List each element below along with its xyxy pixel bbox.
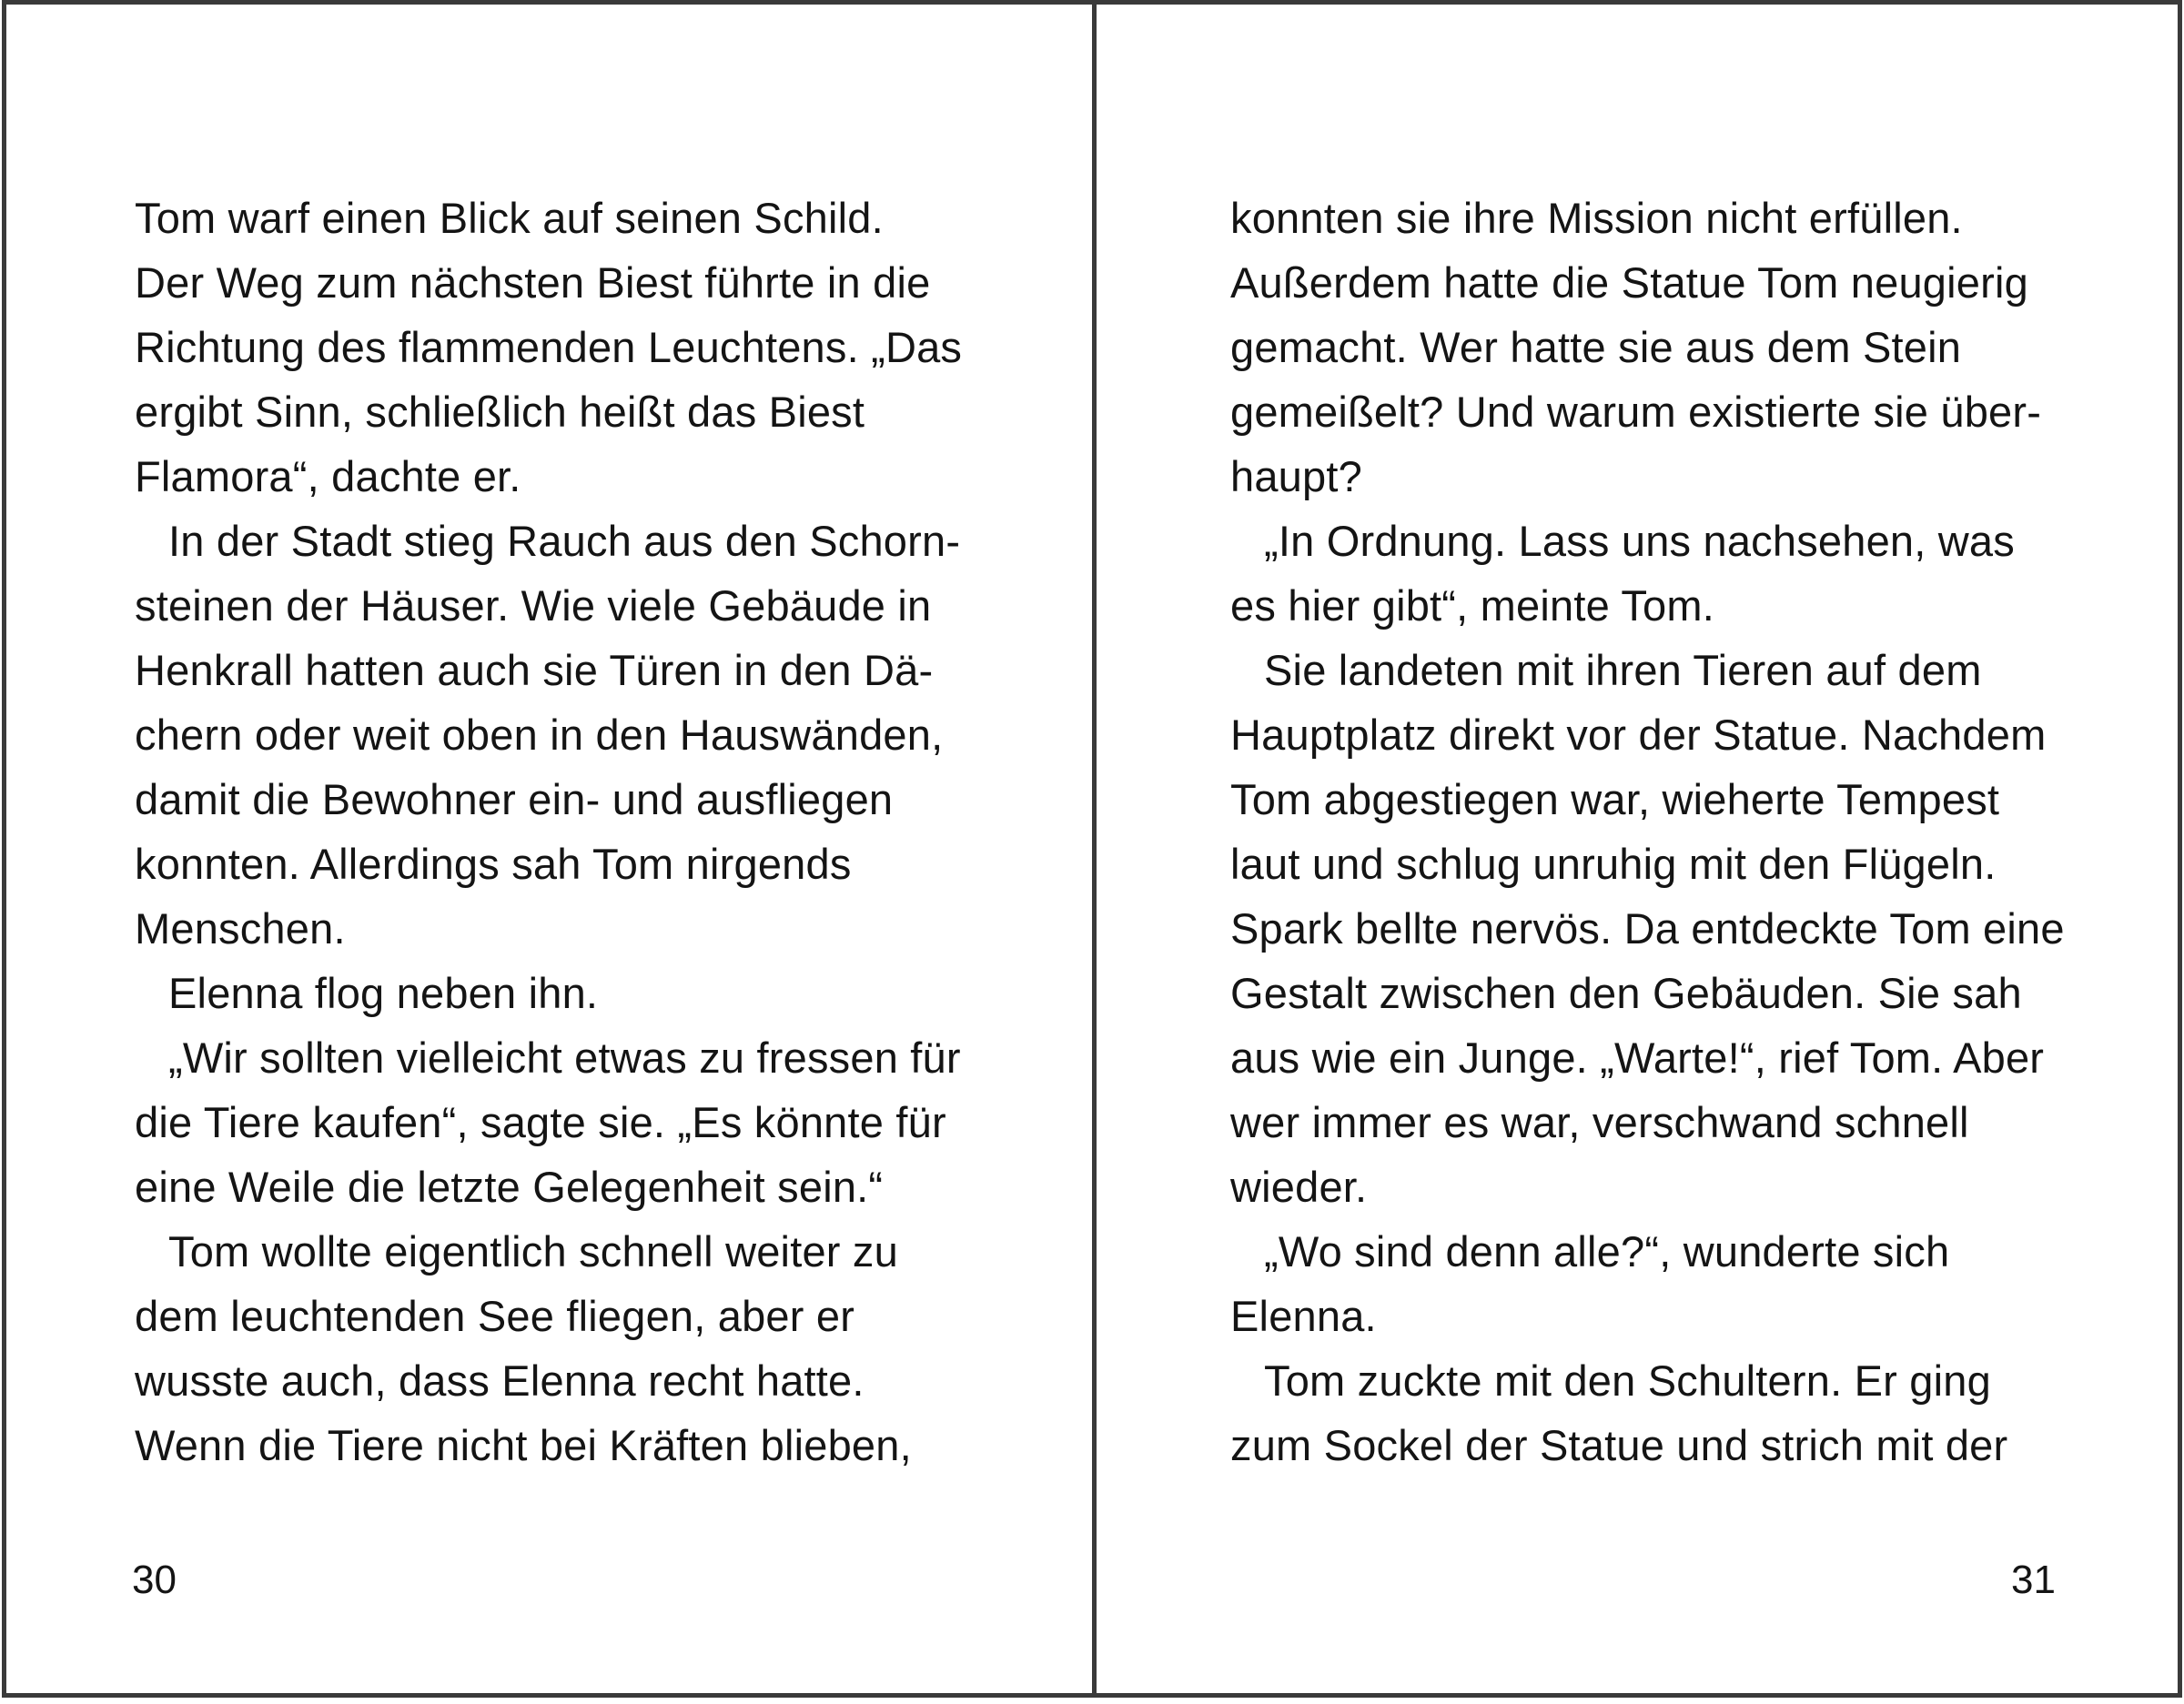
- left-page-number: 30: [132, 1558, 177, 1602]
- text-line: Tom warf einen Blick auf seinen Schild.: [135, 194, 884, 242]
- text-line: In der Stadt stieg Rauch aus den Schorn-: [168, 517, 961, 565]
- text-line: Elenna.: [1230, 1292, 1377, 1340]
- text-line: Hauptplatz direkt vor der Statue. Nachdem: [1230, 711, 2047, 759]
- right-page-number: 31: [2011, 1558, 2056, 1602]
- text-line: ergibt Sinn, schließlich heißt das Biest: [135, 388, 865, 436]
- text-line: Spark bellte nervös. Da entdeckte Tom eine: [1230, 904, 2065, 953]
- text-line: Henkrall hatten auch sie Türen in den Dä-: [135, 646, 934, 694]
- text-line: Außerdem hatte die Statue Tom neugierig: [1230, 258, 2028, 307]
- text-line: die Tiere kaufen“, sagte sie. „Es könnte für: [135, 1098, 946, 1146]
- text-line: Richtung des flammenden Leuchtens. „Das: [135, 323, 963, 371]
- text-line: konnten. Allerdings sah Tom nirgends: [135, 840, 852, 888]
- text-line: steinen der Häuser. Wie viele Gebäude in: [135, 581, 932, 630]
- text-line: „Wo sind denn alle?“, wunderte sich: [1264, 1227, 1950, 1275]
- text-line: eine Weile die letzte Gelegenheit sein.“: [135, 1163, 884, 1211]
- text-line: konnten sie ihre Mission nicht erfüllen.: [1230, 194, 1963, 242]
- text-line: Flamora“, dachte er.: [135, 452, 521, 500]
- text-line: Tom abgestiegen war, wieherte Tempest: [1230, 775, 2000, 823]
- text-line: Elenna flog neben ihn.: [168, 969, 599, 1017]
- left-page-text: [135, 186, 1045, 1477]
- text-line: Tom zuckte mit den Schultern. Er ging: [1264, 1356, 1991, 1405]
- text-line: Menschen.: [135, 904, 346, 953]
- text-line: gemacht. Wer hatte sie aus dem Stein: [1230, 323, 1962, 371]
- text-line: „Wir sollten vielleicht etwas zu fressen für: [168, 1033, 961, 1082]
- text-line: chern oder weit oben in den Hauswänden,: [135, 711, 944, 759]
- text-line: aus wie ein Junge. „Warte!“, rief Tom. Aber: [1230, 1033, 2045, 1082]
- text-line: Wenn die Tiere nicht bei Kräften blieben,: [135, 1421, 912, 1469]
- text-line: damit die Bewohner ein- und ausfliegen: [135, 775, 894, 823]
- page-divider: [1092, 0, 1097, 1698]
- text-line: wusste auch, dass Elenna recht hatte.: [135, 1356, 864, 1405]
- text-line: wieder.: [1230, 1163, 1368, 1211]
- text-line: Gestalt zwischen den Gebäuden. Sie sah: [1230, 969, 2022, 1017]
- text-line: Der Weg zum nächsten Biest führte in die: [135, 258, 931, 307]
- text-line: zum Sockel der Statue und strich mit der: [1230, 1421, 2008, 1469]
- text-line: dem leuchtenden See fliegen, aber er: [135, 1292, 855, 1340]
- text-line: Sie landeten mit ihren Tieren auf dem: [1264, 646, 1982, 694]
- right-page-text: [1230, 186, 2140, 1477]
- text-line: Tom wollte eigentlich schnell weiter zu: [168, 1227, 898, 1275]
- text-line: haupt?: [1230, 452, 1362, 500]
- text-line: gemeißelt? Und warum existierte sie über-: [1230, 388, 2042, 436]
- text-line: wer immer es war, verschwand schnell: [1230, 1098, 1969, 1146]
- text-line: laut und schlug unruhig mit den Flügeln.: [1230, 840, 1997, 888]
- text-line: „In Ordnung. Lass uns nachsehen, was: [1264, 517, 2015, 565]
- text-line: es hier gibt“, meinte Tom.: [1230, 581, 1714, 630]
